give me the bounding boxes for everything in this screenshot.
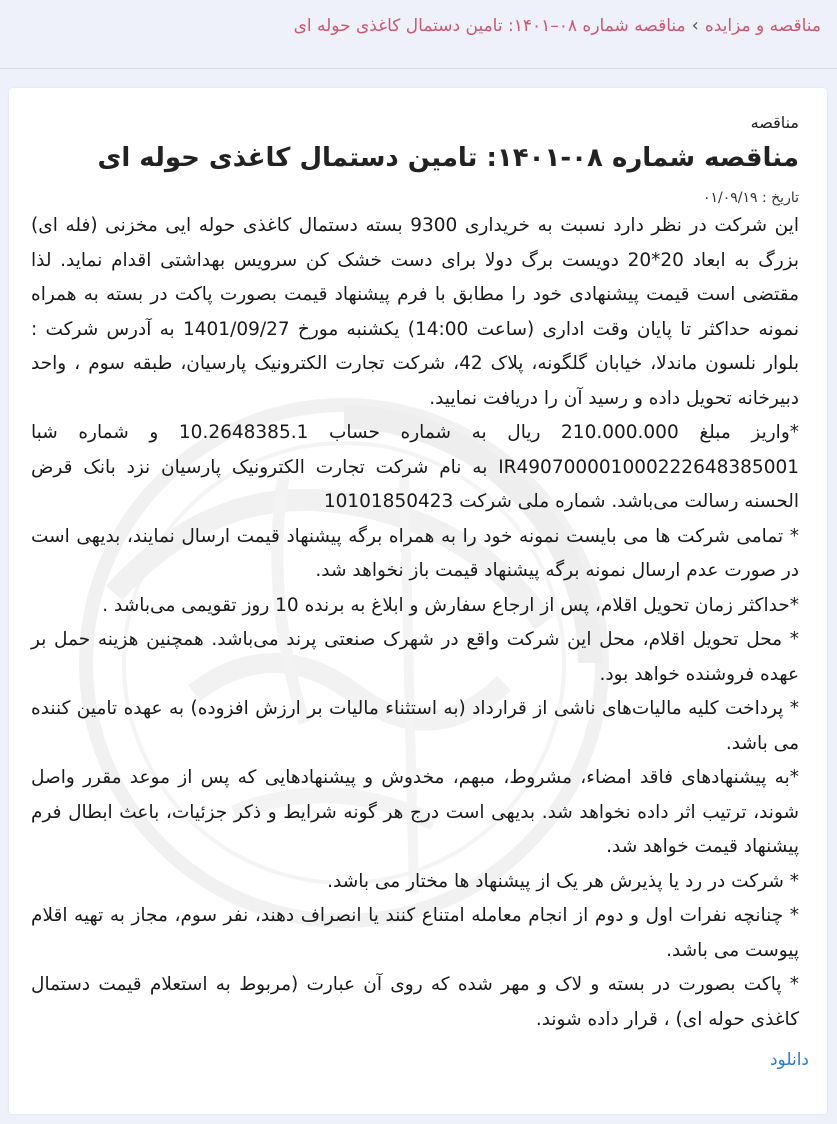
header-bar [0,0,837,69]
body-paragraph-taxes: * پرداخت کلیه مالیات‌های ناشی از قرارداد (به استثناء مالیات بر ارزش افزوده) به عهده تامین کننده می باشد. [31,698,799,754]
article-title: مناقصه شماره ۰۸-۱۴۰۱: تامین دستمال کاغذی حوله ای [97,143,799,173]
breadcrumb-link-tenders[interactable]: مناقصه و مزایده [704,16,821,36]
body-paragraph-envelope: * پاکت بصورت در بسته و لاک و مهر شده که روی آن عبارت (مربوط به استعلام قیمت دستمال کاغذی حوله ای) ، قرار داده شوند. [31,974,799,1030]
date-label: تاریخ : [761,190,799,206]
body-paragraph-delivery-place: * محل تحویل اقلام، محل این شرکت واقع در شهرک صنعتی پرند می‌باشد. همچنین هزینه حمل بر عهده فروشنده خواهد بود. [31,629,799,685]
body-paragraph-company-right: * شرکت در رد یا پذیرش هر یک از پیشنهاد ها مختار می باشد. [327,870,799,892]
article-body [31,209,799,1037]
body-paragraph-deposit: *واریز مبلغ 210.000.000 ریال به شماره حساب 10.2648385.1 و شماره شبا IR490700001000222648385001 به نام شرکت تجارت الکترونیک پارسیان نزد بانک قرض الحسنه رسالت می‌باشد. شماره ملی شرکت 10101850423 [31,422,799,512]
download-link[interactable]: دانلود [769,1050,809,1070]
body-paragraph-intro: این شرکت در نظر دارد نسبت به خریداری 9300 بسته دستمال کاغذی حوله ایی مخزنی (فله ای) بزرگ به ابعاد 20*20 دویست برگ دولا برای دست خشک کن سرویس بهداشتی اقدام نماید. لذا مقتضی است قیمت پیشنهادی خود را مطابق با فرم پیشنهاد قیمت بصورت پاکت در بسته به همراه نمونه حداکثر تا پایان وقت اداری (ساعت 14:00) یکشنبه مورخ 1401/09/27 به آدرس شرکت : بلوار نلسون ماندلا، خیابان گلگونه، پلاک 42، شرکت تجارت الکترونیک پارسیان، طبقه سوم ، واحد دبیرخانه تحویل داده و رسید آن را دریافت نمایید. [31,215,800,409]
body-paragraph-sample: * تمامی شرکت ها می بایست نمونه خود را به همراه برگه پیشنهاد قیمت ارسال نمایند، بدیهی است در صورت عدم ارسال نمونه برگه پیشنهاد قیمت باز نخواهد شد. [31,525,799,581]
breadcrumb [16,14,821,38]
article-date [31,188,799,208]
breadcrumb-current: مناقصه شماره ۰۸–۱۴۰۱: تامین دستمال کاغذی حوله ای [293,16,686,36]
article-card [9,88,827,1114]
body-paragraph-delivery-time: *حداکثر زمان تحویل اقلام، پس از ارجاع سفارش و ابلاغ به برنده 10 روز تقویمی می‌باشد . [102,594,799,616]
date-value: ۰۱/۰۹/۱۹ [702,190,758,206]
body-paragraph-invalid-bids: *به پیشنهادهای فاقد امضاء، مشروط، مبهم، مخدوش و پیشنهادهایی که پس از موعد مقرر واصل شوند، ترتیب اثر داده نخواهد شد. بدیهی است درج هر گونه شرایط و ذکر جزئیات، باعث ابطال فرم پیشنهاد قیمت خواهد شد. [31,767,799,857]
body-paragraph-third-bidder: * چنانچه نفرات اول و دوم از انجام معامله امتناع کنند یا انصراف دهند، نفر سوم، مجاز به تهیه اقلام پیوست می باشد. [31,905,799,961]
article-category: مناقصه [750,113,799,132]
chevron-left-icon: › [691,15,699,36]
